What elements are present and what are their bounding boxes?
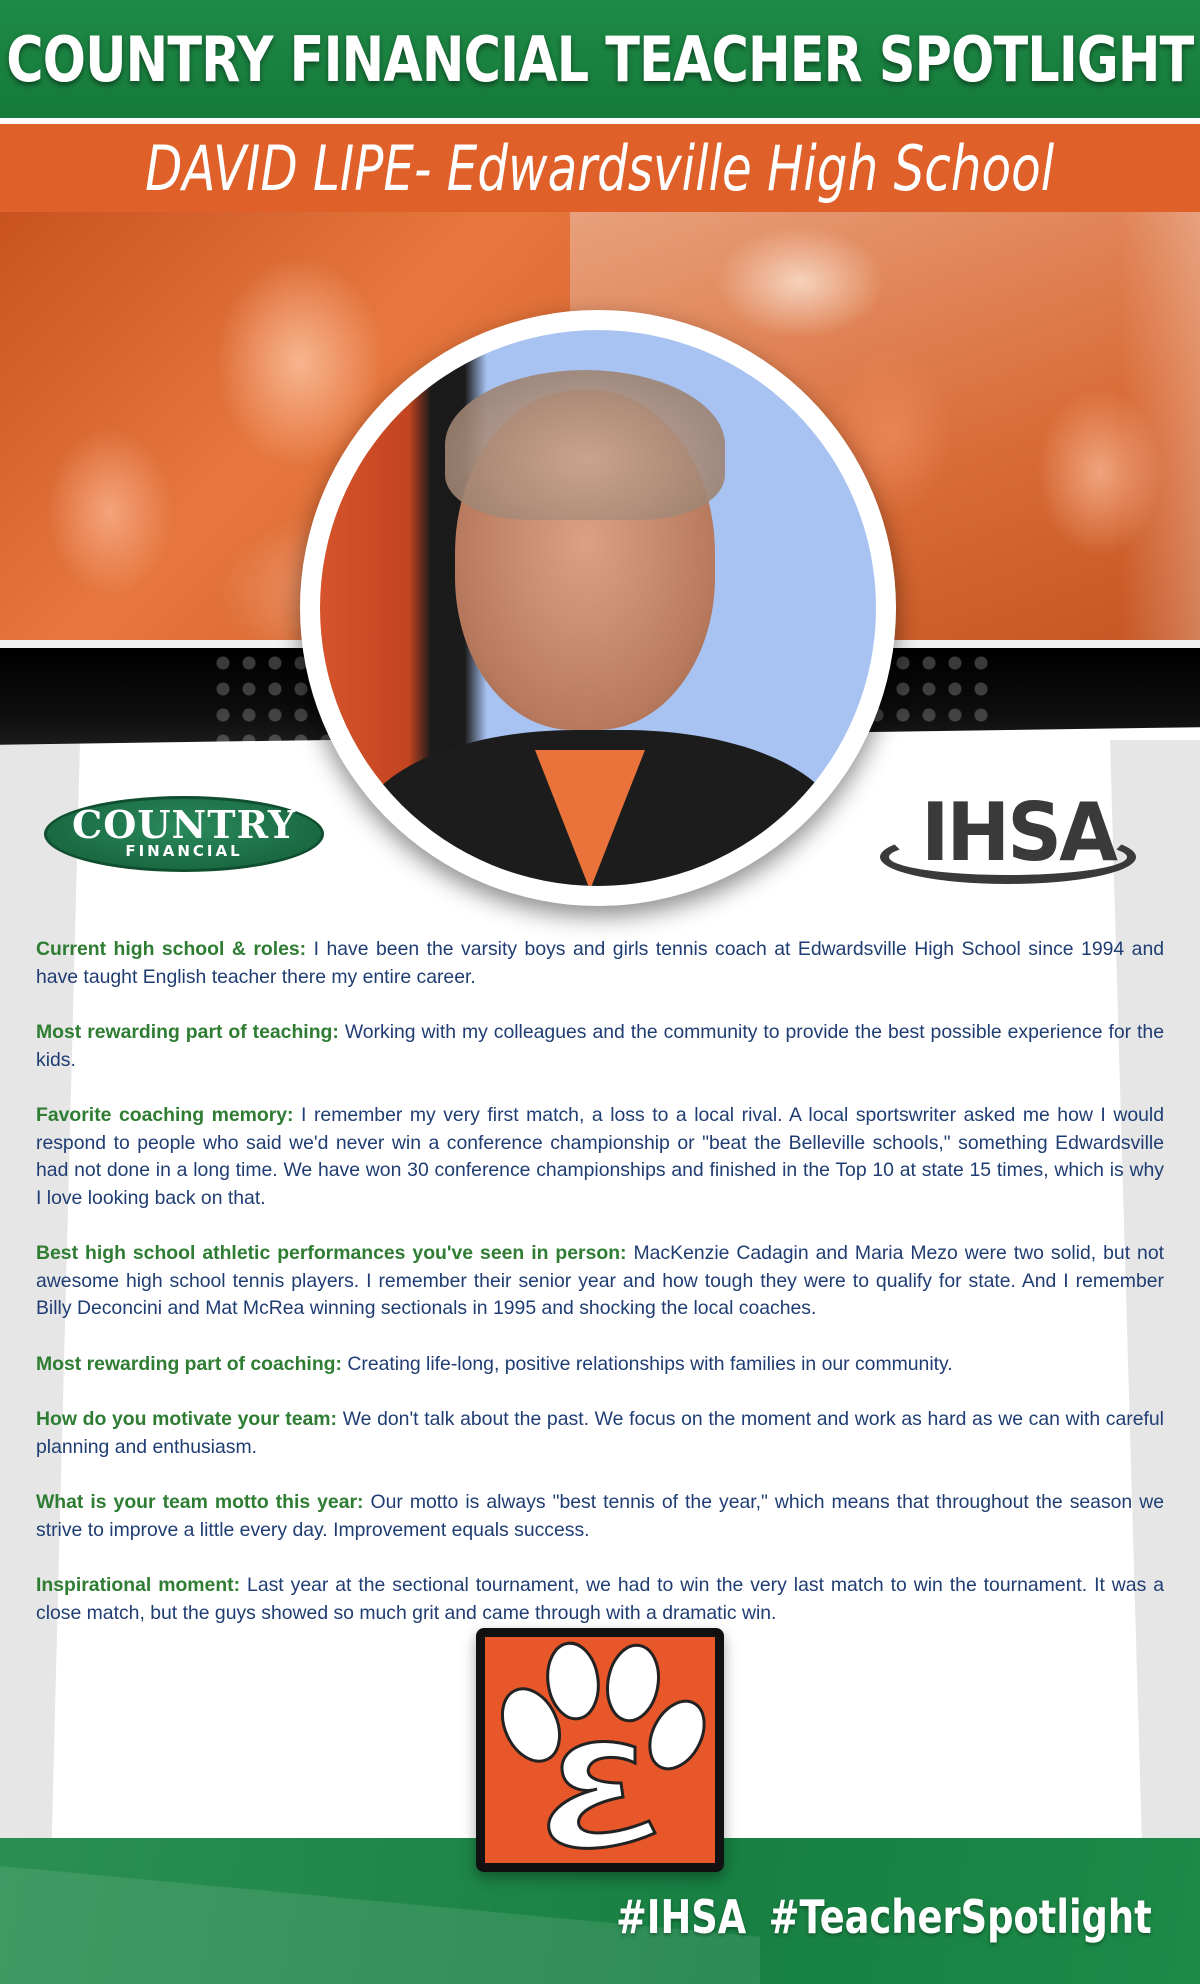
hashtag-ihsa: #IHSA bbox=[616, 1890, 747, 1944]
qa-answer: I have been the varsity boys and girls tennis coach at Edwardsville High School since 1994 and have taught English teacher there my entire career. bbox=[36, 938, 1165, 988]
subtitle-banner bbox=[0, 124, 1200, 212]
paw-icon bbox=[485, 1637, 715, 1863]
logo-text: IHSA bbox=[921, 786, 1116, 879]
qa-item bbox=[36, 1102, 1164, 1212]
qa-label: Favorite coaching memory: bbox=[36, 1104, 294, 1126]
logo-text: COUNTRY bbox=[71, 802, 297, 847]
qa-label: What is your team motto this year: bbox=[36, 1491, 364, 1513]
qa-label: How do you motivate your team: bbox=[36, 1408, 337, 1430]
hashtag-teacher-spotlight: #TeacherSpotlight bbox=[768, 1890, 1152, 1944]
hashtags bbox=[616, 1890, 1152, 1944]
qa-item bbox=[36, 1019, 1164, 1074]
title-banner bbox=[0, 0, 1200, 118]
qa-label: Best high school athletic performances you've seen in person: bbox=[36, 1242, 627, 1264]
qa-label: Current high school & roles: bbox=[36, 938, 307, 960]
teacher-portrait bbox=[320, 330, 876, 886]
qa-answer: Our motto is always "best tennis of the year," which means that throughout the season we strive to improve a little every day. Improvement equals success. bbox=[36, 1491, 1165, 1541]
qa-item bbox=[36, 1351, 1164, 1379]
qa-item bbox=[36, 1406, 1164, 1461]
qa-item bbox=[36, 1240, 1164, 1323]
qa-item bbox=[36, 936, 1164, 991]
qa-label: Inspirational moment: bbox=[36, 1574, 241, 1596]
qa-answer: Working with my colleagues and the community to provide the best possible experience for the kids. bbox=[36, 1021, 1165, 1071]
qa-label: Most rewarding part of teaching: bbox=[36, 1021, 339, 1043]
qa-item bbox=[36, 1572, 1164, 1627]
qa-section bbox=[36, 936, 1164, 1655]
teacher-name-school: DAVID LIPE- Edwardsville High School bbox=[145, 131, 1055, 205]
country-financial-logo bbox=[44, 796, 324, 872]
ihsa-logo bbox=[876, 786, 1136, 886]
edwardsville-paw-logo bbox=[476, 1628, 724, 1872]
qa-answer: We don't talk about the past. We focus on the moment and work as hard as we can with careful planning and enthusiasm. bbox=[36, 1408, 1164, 1458]
qa-answer: I remember my very first match, a loss to a local rival. A local sportswriter asked me how I would respond to people who said we'd never win a conference championship or "beat the Belleville schools," something Edwardsville had not done in a long time. We have won 30 conference championships and finished in the Top 10 at state 15 times, which is why I love looking back on that. bbox=[36, 1104, 1164, 1209]
page-title: COUNTRY FINANCIAL TEACHER SPOTLIGHT bbox=[6, 22, 1194, 96]
qa-item bbox=[36, 1489, 1164, 1544]
qa-answer: Creating life-long, positive relationships with families in our community. bbox=[347, 1352, 953, 1375]
qa-answer: Last year at the sectional tournament, we had to win the very last match to win the tournament. It was a close match, but the guys showed so much grit and came through with a dramatic win. bbox=[36, 1574, 1164, 1624]
qa-answer: MacKenzie Cadagin and Maria Mezo were two solid, but not awesome high school tennis players. I remember their senior year and how tough they were to qualify for state. And I remember Billy Deconcini and Mat McRea winning sectionals in 1995 and shocking the local coaches. bbox=[36, 1242, 1165, 1319]
qa-label: Most rewarding part of coaching: bbox=[36, 1352, 342, 1375]
logo-text: FINANCIAL bbox=[125, 842, 243, 860]
